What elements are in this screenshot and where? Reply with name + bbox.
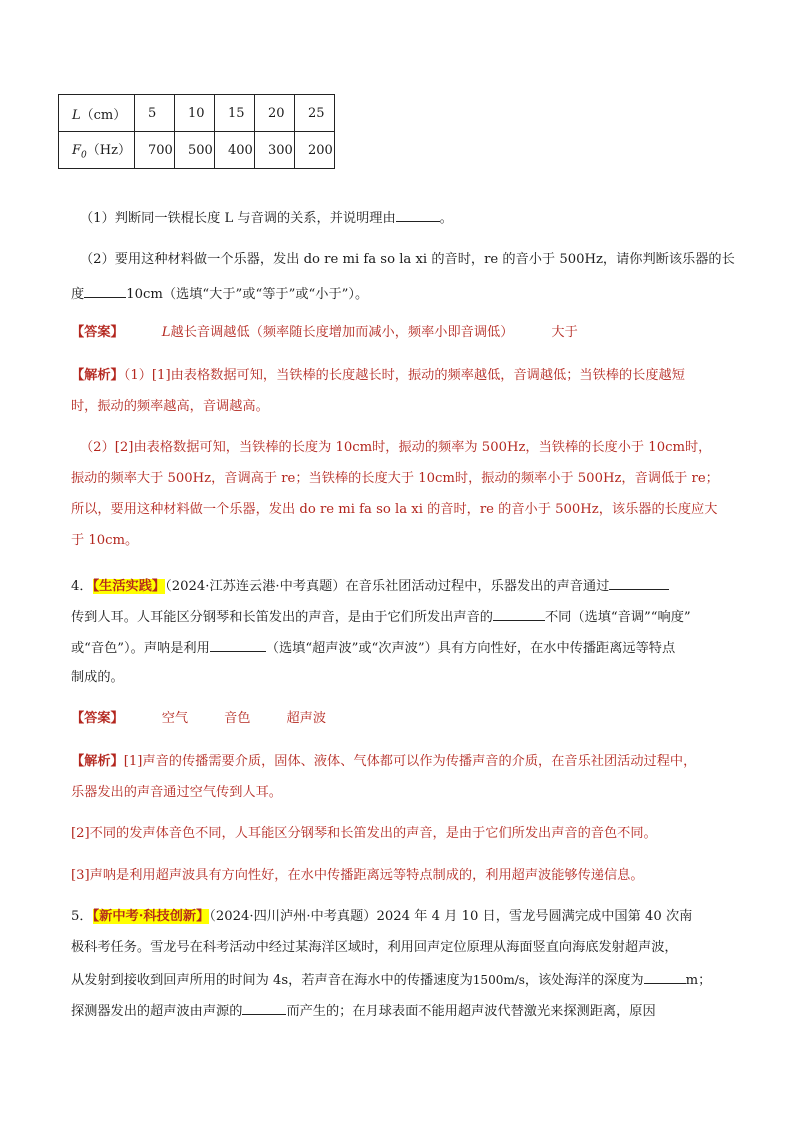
q4-answer (71, 709, 731, 729)
q4-analysis-line3: [2]不同的发声体音色不同，人耳能区分钢琴和长笛发出的声音，是由于它们所发出声音的音色不同。 (71, 826, 657, 841)
q5-text: 而产生的；在月球表面不能用超声波代替激光来探测距离，原因 (286, 1004, 656, 1019)
q3-analysis-line4: 振动的频率大于 500Hz，音调高于 re；当铁棒的长度大于 10cm时，振动的频率小于 500Hz，音调低于 re； (71, 471, 719, 486)
q4-line3 (71, 637, 731, 659)
frequency-subscript: 0 (81, 150, 87, 161)
q5-text: ，该处海洋的深度为 (524, 973, 644, 988)
table-cell: 400 (215, 132, 255, 169)
analysis-label: 【解析】 (71, 754, 124, 769)
q5-text: 探测器发出的超声波由声源的 (71, 1004, 243, 1019)
table-cell: 5 (135, 95, 175, 132)
answer-blank (84, 283, 126, 298)
length-unit: （cm） (80, 107, 127, 123)
q3-part1-end: 。 (439, 211, 453, 226)
q3-part2-prefix: 度 (71, 287, 85, 302)
table-cell: 10 (175, 95, 215, 132)
answer-text-1: 空气 (161, 711, 189, 726)
table-cell: 500 (175, 132, 215, 169)
table-row-frequency (59, 132, 335, 169)
answer-symbol: L (161, 325, 171, 340)
q5-line3 (71, 969, 731, 991)
q5-text: 从发射到接收到回声所用的时间为 4s，若声音在海水中的传播速度为 (71, 973, 473, 988)
q3-part2-suffix: 10cm（选填“大于”或“等于”或“小于”）。 (126, 287, 369, 302)
question-number: 5． (71, 909, 93, 924)
table-cell: 700 (135, 132, 175, 169)
table-cell: 300 (255, 132, 295, 169)
q4-line2 (71, 606, 731, 628)
q5-line2: 极科考任务。雪龙号在科考活动中经过某海洋区域时，利用回声定位原理从海面竖直向海底发射超声波， (71, 940, 678, 955)
analysis-label: 【解析】 (71, 368, 124, 383)
q4-text: 传到人耳。人耳能区分钢琴和长笛发出的声音，是由于它们所发出声音的 (71, 610, 493, 625)
answer-text-2: 音色 (224, 711, 251, 726)
answer-text-1: 越长音调越低（频率随长度增加而减小，频率小即音调低） (170, 325, 514, 340)
length-symbol: L (72, 107, 81, 123)
table-cell: 20 (255, 95, 295, 132)
q3-part2-line1: （2）要用这种材料做一个乐器，发出 do re mi fa so la xi 的音时，re 的音小于 500Hz，请你判断该乐器的长 (80, 252, 735, 267)
table-header-frequency (59, 132, 135, 169)
q3-analysis-line1 (71, 366, 731, 386)
q5-line4 (71, 1000, 731, 1022)
answer-blank (609, 575, 669, 590)
answer-blank (242, 1000, 286, 1015)
analysis-text: [1]声音的传播需要介质，固体、液体、气体都可以作为传播声音的介质，在音乐社团活动过程中， (123, 754, 697, 769)
q4-line1 (71, 575, 731, 597)
q4-analysis-line2: 乐器发出的声音通过空气传到人耳。 (71, 785, 282, 800)
q5-unit: m； (685, 973, 712, 988)
answer-blank (210, 637, 266, 652)
answer-blank (493, 606, 545, 621)
q3-part1-text: （1）判断同一铁棍长度 L 与音调的关系，并说明理由 (80, 211, 396, 226)
q5-text: （2024·四川泸州·中考真题）2024 年 4 月 10 日，雪龙号圆满完成中国第 40 次南 (209, 909, 693, 924)
q3-part1 (80, 207, 740, 229)
q3-part2-line2 (71, 283, 731, 305)
answer-blank (396, 207, 440, 222)
question-number: 4． (71, 579, 93, 594)
answer-label: 【答案】 (71, 325, 124, 340)
length-frequency-table (58, 94, 335, 169)
q5-speed: 1500m/s (472, 973, 525, 987)
table-header-length (59, 95, 135, 132)
table-cell: 15 (215, 95, 255, 132)
q3-analysis-line6: 于 10cm。 (71, 533, 139, 548)
table-row-length (59, 95, 335, 132)
q3-analysis-line3: （2）[2]由表格数据可知，当铁棒的长度为 10cm时，振动的频率为 500Hz，当铁棒的长度小于 10cm时， (80, 440, 712, 455)
question-tag: 【生活实践】 (92, 579, 166, 594)
answer-label: 【答案】 (71, 711, 124, 726)
q4-stem: （2024·江苏连云港·中考真题）在音乐社团活动过程中，乐器发出的声音通过 (165, 579, 610, 594)
frequency-symbol: F (72, 143, 82, 159)
q4-text: 不同（选填“音调”“响度” (545, 610, 691, 625)
q3-analysis-line5: 所以，要用这种材料做一个乐器，发出 do re mi fa so la xi 的音时，re 的音小于 500Hz，该乐器的长度应大 (71, 502, 718, 517)
frequency-unit: （Hz） (86, 143, 131, 159)
table-cell: 200 (295, 132, 335, 169)
answer-text-3: 超声波 (286, 711, 327, 726)
q3-answer (71, 323, 731, 343)
q4-analysis-line1 (71, 752, 731, 772)
answer-text-2: 大于 (551, 325, 578, 340)
q5-line1 (71, 907, 731, 927)
q4-text: （选填“超声波”或“次声波”）具有方向性好，在水中传播距离远等特点 (265, 641, 676, 656)
q4-analysis-line4: [3]声呐是利用超声波具有方向性好，在水中传播距离远等特点制成的，利用超声波能够传递信息。 (71, 868, 644, 883)
table-cell: 25 (295, 95, 335, 132)
q4-text: 或“音色”）。声呐是利用 (71, 641, 210, 656)
answer-blank (644, 969, 686, 984)
q4-line4: 制成的。 (71, 670, 124, 685)
question-tag: 【新中考·科技创新】 (92, 909, 210, 924)
analysis-text: （1）[1]由表格数据可知，当铁棒的长度越长时，振动的频率越低，音调越低；当铁棒的长度越短 (123, 368, 685, 383)
q3-analysis-line2: 时，振动的频率越高，音调越高。 (71, 399, 269, 414)
